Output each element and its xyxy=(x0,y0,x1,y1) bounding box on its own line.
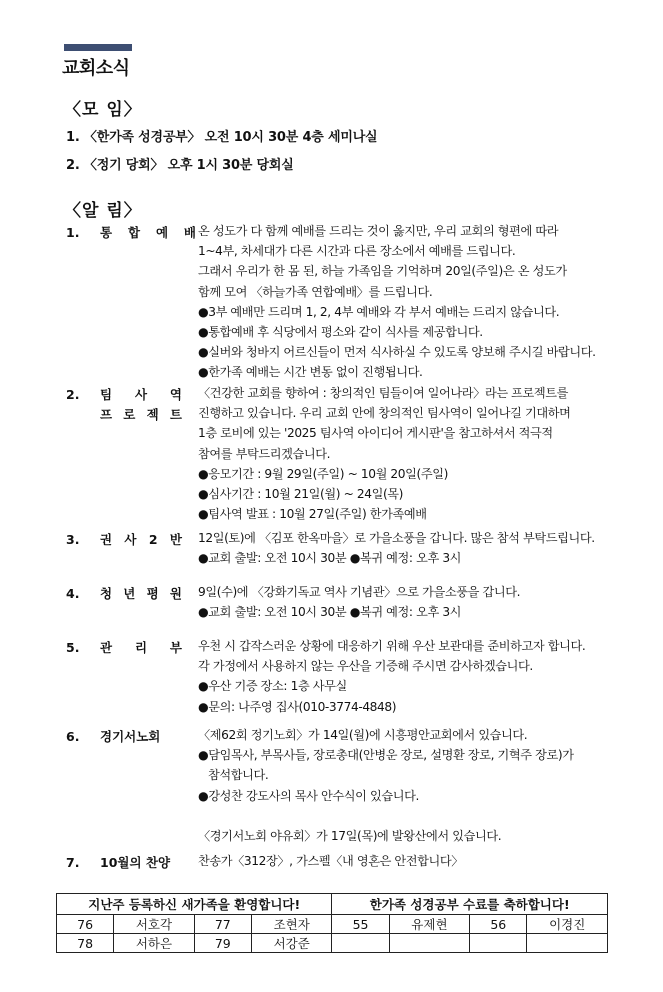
notice-heading xyxy=(66,223,196,241)
notice-label: 청 년 평 원 xyxy=(100,586,182,601)
notice-bullet: ●문의: 나주영 집사(010-3774-4848) xyxy=(198,699,397,714)
notice-label: 팀 사 역 xyxy=(100,387,182,402)
notice-line: 〈제62회 정기노회〉가 14일(월)에 시흥평안교회에서 있습니다. xyxy=(198,728,528,742)
table-cell: 서호각 xyxy=(114,915,195,934)
welcome-table xyxy=(56,893,608,953)
meeting-item: 1. 〈한가족 성경공부〉 오전 10시 30분 4층 세미나실 xyxy=(66,130,378,145)
notice-label: 경기서노회 xyxy=(100,729,161,744)
notice-bullet: ●우산 기증 장소: 1층 사무실 xyxy=(198,679,347,694)
notice-bullet: ●실버와 청바지 어르신들이 먼저 식사하실 수 있도록 양보해 주시길 바랍니다. xyxy=(198,345,596,360)
notice-bullet: ●교회 출발: 오전 10시 30분 ●복귀 예정: 오후 3시 xyxy=(198,605,462,620)
notice-body xyxy=(198,221,618,383)
notice-line: 12일(토)에 〈김포 한옥마을〉로 가을소풍을 갑니다. 많은 참석 부탁드립니다. xyxy=(198,531,595,545)
notice-line: 1층 로비에 있는 '2025 팀사역 아이디어 게시판'을 참고하셔서 적극적 xyxy=(198,426,553,441)
page-title: 교회소식 xyxy=(62,58,130,79)
notice-number: 3. xyxy=(66,532,80,547)
notice-number: 2. xyxy=(66,387,80,402)
notice-number: 6. xyxy=(66,729,80,744)
notice-bullet: ●교회 출발: 오전 10시 30분 ●복귀 예정: 오후 3시 xyxy=(198,551,462,566)
notice-heading xyxy=(66,727,182,745)
notice-line: 함께 모여 〈하늘가족 연합예배〉를 드립니다. xyxy=(198,284,433,299)
notice-bullet: ●통합예배 후 식당에서 평소와 같이 식사를 제공합니다. xyxy=(198,325,483,340)
notice-label: 10월의 찬양 xyxy=(100,855,171,870)
study-completion-heading: 한가족 성경공부 수료를 축하합니다! xyxy=(332,894,608,915)
notice-line: 9일(수)에 〈강화기독교 역사 기념관〉으로 가을소풍을 갑니다. xyxy=(198,585,521,599)
notice-label: 통 합 예 배 xyxy=(100,225,196,240)
notice-body xyxy=(198,636,618,717)
notice-number: 1. xyxy=(66,225,80,240)
notice-line: 온 성도가 다 함께 예배를 드리는 것이 옳지만, 우리 교회의 형편에 따라 xyxy=(198,224,559,238)
welcome-heading: 지난주 등록하신 새가족을 환영합니다! xyxy=(57,894,332,915)
meeting-item: 2. 〈정기 당회〉 오후 1시 30분 당회실 xyxy=(66,158,294,173)
table-cell: 79 xyxy=(194,934,251,953)
table-cell: 조현자 xyxy=(251,915,332,934)
notice-line: 각 가정에서 사용하지 않는 우산을 기증해 주시면 감사하겠습니다. xyxy=(198,659,533,674)
notice-line: 〈건강한 교회를 향하여 : 창의적인 팀들이여 일어나라〉라는 프로젝트를 xyxy=(198,386,569,400)
notice-line: 참석합니다. xyxy=(208,768,269,783)
table-cell: 서하은 xyxy=(114,934,195,953)
notice-number: 7. xyxy=(66,855,80,870)
table-cell: 76 xyxy=(57,915,114,934)
notice-heading xyxy=(66,853,196,871)
notice-bullet: ●한가족 예배는 시간 변동 없이 진행됩니다. xyxy=(198,365,423,380)
table-header-row xyxy=(57,894,608,915)
table-cell: 유제현 xyxy=(389,915,470,934)
table-cell: 77 xyxy=(194,915,251,934)
notice-bullet: ●팀사역 발표 : 10월 27일(주일) 한가족예배 xyxy=(198,507,427,522)
notice-body xyxy=(198,582,618,622)
notice-line: 진행하고 있습니다. 우리 교회 안에 창의적인 팀사역이 일어나길 기대하며 xyxy=(198,406,571,421)
notice-line: 1~4부, 차세대가 다른 시간과 다른 장소에서 예배를 드립니다. xyxy=(198,244,516,259)
table-cell: 78 xyxy=(57,934,114,953)
notice-body xyxy=(198,725,618,846)
notice-label: 관 리 부 xyxy=(100,640,182,655)
notice-line: 〈경기서노회 야유회〉가 17일(목)에 발왕산에서 있습니다. xyxy=(198,829,502,844)
notice-line: 참여를 부탁드리겠습니다. xyxy=(198,446,331,461)
notice-number: 5. xyxy=(66,640,80,655)
table-cell xyxy=(389,934,470,953)
meetings-section-title: 〈모 임〉 xyxy=(64,100,142,120)
notice-body xyxy=(198,528,618,568)
table-cell: 이경진 xyxy=(527,915,608,934)
notice-bullet: ●3부 예배만 드리며 1, 2, 4부 예배와 각 부서 예배는 드리지 않습니다. xyxy=(198,304,560,319)
notice-number: 4. xyxy=(66,586,80,601)
notice-heading xyxy=(66,385,182,403)
notices-section-title: 〈알 림〉 xyxy=(64,201,142,221)
notice-bullet: ●응모기간 : 9월 29일(주일) ~ 10월 20일(주일) xyxy=(198,466,448,481)
notice-line: 그래서 우리가 한 몸 된, 하늘 가족임을 기억하며 20일(주일)은 온 성도가 xyxy=(198,264,567,279)
table-row xyxy=(57,934,608,953)
table-cell xyxy=(470,934,527,953)
notice-label: 권 사 2 반 xyxy=(100,532,182,547)
header-accent-bar xyxy=(64,44,132,51)
notice-line: 찬송가〈312장〉, 가스펠〈내 영혼은 안전합니다〉 xyxy=(198,854,464,868)
notice-line: 우천 시 갑작스러운 상황에 대응하기 위해 우산 보관대를 준비하고자 합니다. xyxy=(198,639,586,653)
notice-bullet: ●강성찬 강도사의 목사 안수식이 있습니다. xyxy=(198,788,419,803)
notice-body xyxy=(198,851,618,871)
notice-body xyxy=(198,383,618,524)
notice-heading xyxy=(66,530,182,548)
table-cell xyxy=(332,934,389,953)
table-cell: 55 xyxy=(332,915,389,934)
table-cell: 56 xyxy=(470,915,527,934)
notice-heading xyxy=(66,584,182,602)
notice-bullet: ●심사기간 : 10월 21일(월) ~ 24일(목) xyxy=(198,487,404,502)
table-row xyxy=(57,915,608,934)
notice-heading xyxy=(66,638,182,656)
notice-bullet: ●담임목사, 부목사들, 장로총대(안병운 장로, 설명환 장로, 기혁주 장로)가 xyxy=(198,748,574,763)
notice-label-line2: 프 로 젝 트 xyxy=(100,407,182,422)
table-cell xyxy=(527,934,608,953)
notice-spacer xyxy=(198,806,618,826)
table-cell: 서강준 xyxy=(251,934,332,953)
